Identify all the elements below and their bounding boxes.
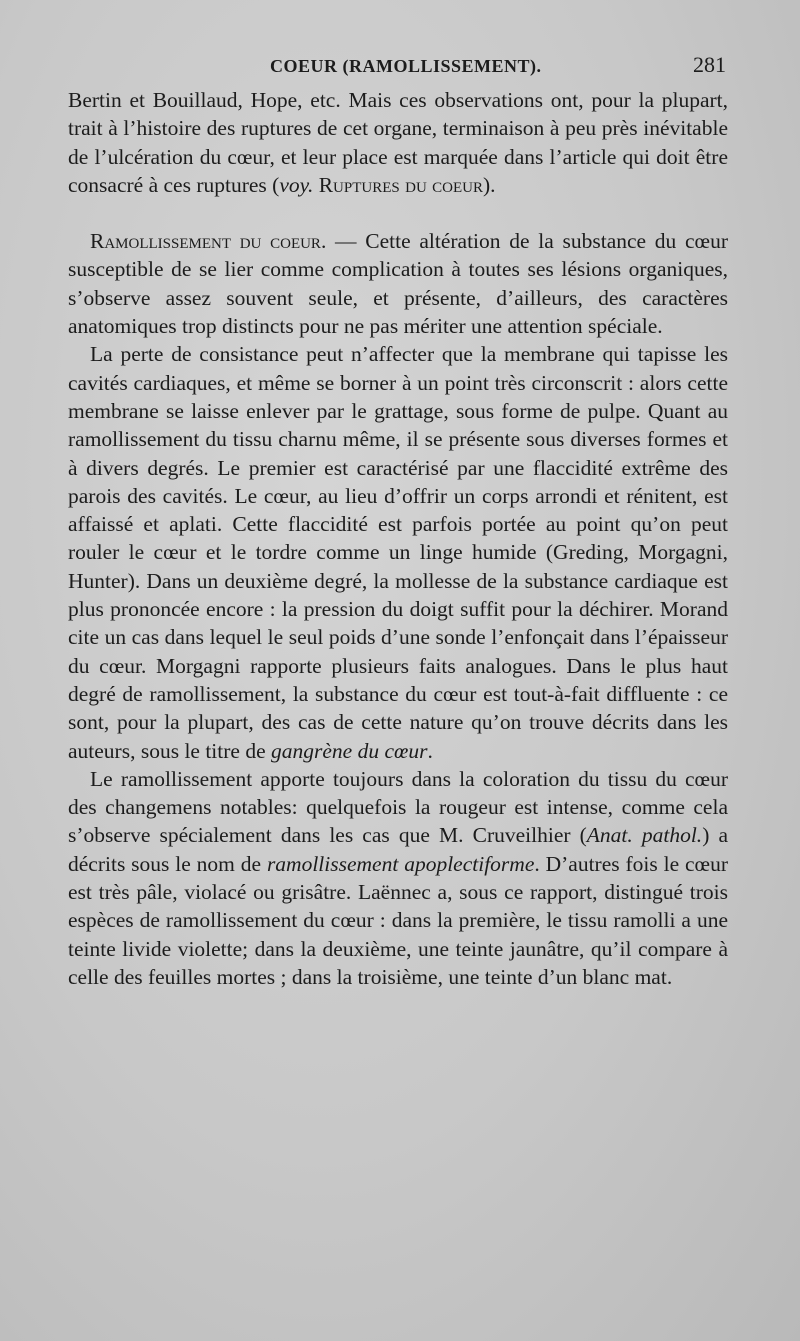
page-number: 281 [693,52,726,77]
paragraph-2: Ramollissement du coeur. — Cette altération de la substance du cœur susceptible de se lier comme complication à toutes ses lésions organiques, s’observe assez souvent seule, et présente, d’ailleurs, des caractères anatomiques trop distincts pour ne pas mériter une attention spéciale. [68,229,728,339]
running-title: COEUR (RAMOLLISSEMENT). [270,56,542,76]
section-heading: Ramollissement du coeur. [90,229,327,254]
paragraph-3: La perte de consistance peut n’affecter que la membrane qui tapisse les cavités cardiaques, et même se borner à un point très circonscrit : alors cette membrane se laisse enlever par le grattage, sous forme de pulpe. Quant au ramollissement du tissu charnu même, il se présente sous diverses formes et à divers degrés. Le premier est caractérisé par une flaccidité extrême des parois des cavités. Le cœur, au lieu d’offrir un corps arrondi et rénitent, est affaissé et aplati. Cette flaccidité est parfois portée au point qu’on peut rouler le cœur et le tordre comme un linge humide (Greding, Morgagni, Hunter). Dans un deuxième degré, la mollesse de la substance cardiaque est plus prononcée encore : la pression du doigt suffit pour la déchirer. Morand cite un cas dans lequel le seul poids d’une sonde l’enfonçait dans l’épaisseur du cœur. Morgagni rapporte plusieurs faits analogues. Dans le plus haut degré de ramollissement, la substance du cœur est tout-à-fait diffluente : ce sont, pour la plupart, des cas de cette nature qu’on trouve décrits dans les auteurs, sous le titre de gangrène du cœur. [68,342,728,763]
running-head [68,52,728,86]
paragraph-4: Le ramollissement apporte toujours dans la coloration du tissu du cœur des changemens notables: quelquefois la rougeur est intense, comme cela s’observe spécialement dans les cas que M. Cruveilhier (Anat. pathol.) a décrits sous le nom de ramollissement apoplectiforme. D’autres fois le cœur est très pâle, violacé ou grisâtre. Laënnec a, sous ce rapport, distingué trois espèces de ramollissement du cœur : dans la première, le tissu ramolli a une teinte livide violette; dans la deuxième, une teinte jaunâtre, qu’il compare à celle des feuilles mortes ; dans la troisième, une teinte d’un blanc mat. [68,766,728,989]
book-page [68,52,728,991]
paragraph-1: Bertin et Bouillaud, Hope, etc. Mais ces observations ont, pour la plupart, trait à l’histoire des ruptures de cet organe, terminaison à peu près inévitable de l’ulcération du cœur, et leur place est marquée dans l’article qui doit être consacré à ces ruptures (voy. Ruptures du coeur). [68,88,728,197]
